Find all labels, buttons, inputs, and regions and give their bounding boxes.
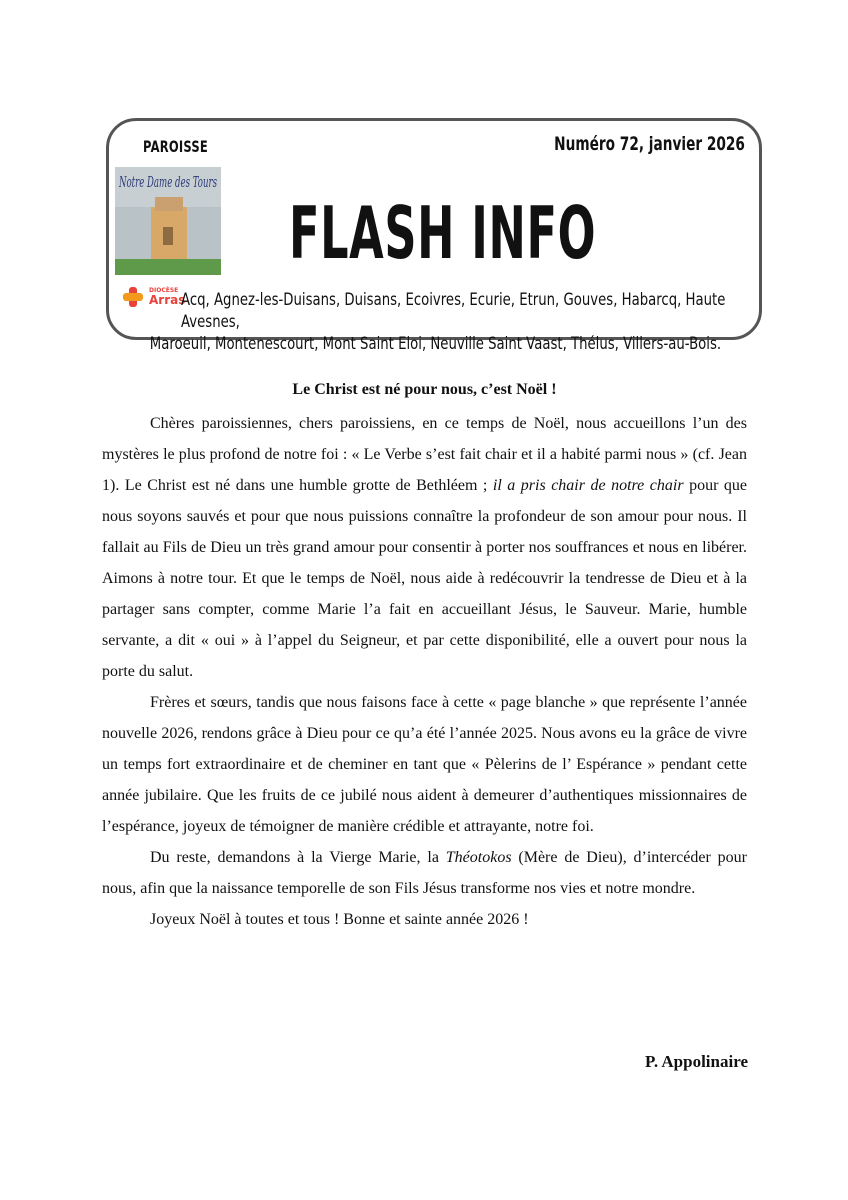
signature: P. Appolinaire xyxy=(645,1052,748,1071)
parish-logo xyxy=(115,167,221,275)
paragraph-4: Joyeux Noël à toutes et tous ! Bonne et sainte année 2026 ! xyxy=(150,911,529,928)
p1-text-a: Chères paroissiennes, chers paroissiens, en ce temps de Noël, nous accueillons l’un des mystères le plus profond de notre foi : « Le Verbe s’est fait chair et il a habité parmi nous » (cf. Jean 1). Le Christ est né dans une humble grotte de Bethléem ; xyxy=(102,415,747,494)
article xyxy=(102,380,747,935)
header-box xyxy=(106,118,762,354)
paragraph-2: Frères et sœurs, tandis que nous faisons face à cette « page blanche » que représente l’année nouvelle 2026, rendons grâce à Dieu pour ce qu’a été l’année 2025. Nous avons eu la grâce de vivre un temps fort extraordinaire et de cheminer en tant que « Pèlerins de l’ Espérance » pendant cette année jubilaire. Que les fruits de ce jubilé nous aident à demeurer d’authentiques missionnaires de l’espérance, joyeux de témoigner de manière crédible et attrayante, notre foi. xyxy=(102,694,747,835)
villages-line-2: Maroeuil, Montenescourt, Mont Saint Eloi, Neuville Saint Vaast, Thélus, Villers-au-Bois. xyxy=(149,334,722,354)
villages-line-1: Acq, Agnez-les-Duisans, Duisans, Ecoivres, Ecurie, Etrun, Gouves, Habarcq, Haute Avesnes, xyxy=(181,290,726,332)
parish-label: PAROISSE xyxy=(143,137,208,156)
issue-number: Numéro 72, janvier 2026 xyxy=(554,133,745,155)
article-title: Le Christ est né pour nous, c’est Noël ! xyxy=(292,381,557,398)
paragraph-3 xyxy=(102,842,747,904)
p3-text-a: Du reste, demandons à la Vierge Marie, la xyxy=(150,849,446,866)
diocese-label: DIOCÈSE xyxy=(149,287,179,294)
p3-text-b: (Mère de Dieu), d’intercéder pour nous, afin que la naissance temporelle de son Fils Jésus transforme nos vies et notre mondre. xyxy=(102,849,747,897)
logo-text: Notre Dame des Tours xyxy=(118,173,218,191)
newsletter-title: FLASH INFO xyxy=(289,191,597,275)
p3-italic: Théotokos xyxy=(445,849,512,866)
p1-text-b: pour que nous soyons sauvés et pour que nous puissions connaître la profondeur de son amour pour nous. Il fallait au Fils de Dieu un très grand amour pour consentir à porter nos souffrances et nous en libérer. Aimons à notre tour. Et que le temps de Noël, nous aide à redécouvrir la tendresse de Dieu et à la partager sans compter, comme Marie l’a fait en accueillant Jésus, le Sauveur. Marie, humble servante, a dit « oui » à l’appel du Seigneur, et par cette disponibilité, elle a ouvert pour nous la porte du salut. xyxy=(102,477,748,680)
diocese-name: Arras xyxy=(149,293,186,307)
p1-italic: il a pris chair de notre chair xyxy=(492,477,684,494)
paragraph-1 xyxy=(102,408,747,687)
